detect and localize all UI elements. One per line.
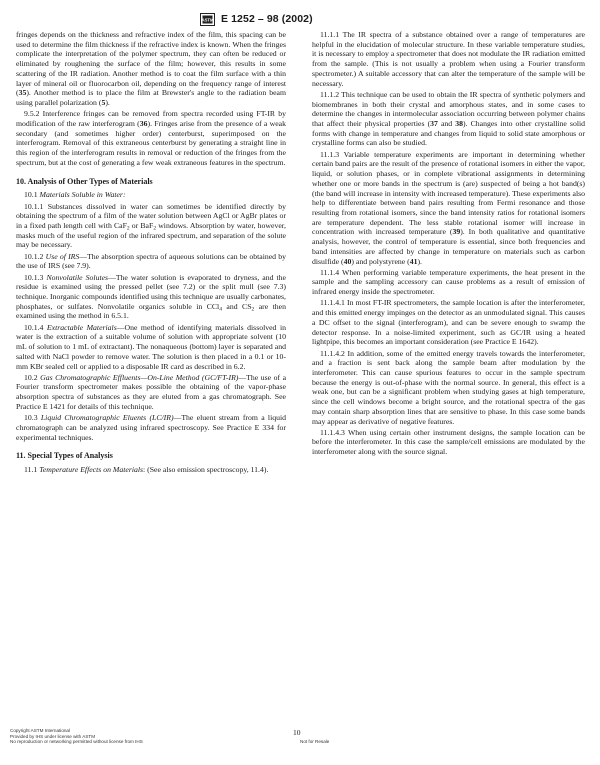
paragraph-11-1-4: 11.1.4 When performing variable temperature experiments, the heat present in the sample and the sampling accessory can cause problems as a result of emission of infrared energy inside the spectrometer. bbox=[312, 267, 585, 297]
copyright-line: Copyright ASTM International bbox=[10, 728, 71, 733]
copyright-notice bbox=[10, 728, 143, 745]
page-number: 10 bbox=[293, 728, 301, 737]
right-column bbox=[312, 30, 585, 458]
paragraph-10-3: 10.3 Liquid Chromatographic Eluents (LC/IR)—The eluent stream from a liquid chromatograph can be analyzed using infrared spectroscopy. See Practice E 334 for experimental techniques. bbox=[16, 413, 287, 442]
reproduction-line: No reproduction or networking permitted without license from IHS bbox=[10, 739, 143, 745]
paragraph-10-1-4: 10.1.4 Extractable Materials—One method of identifying materials dissolved in water is the extraction of a suitable volume of solution with appropriate solvent (10 mL of solution to 1 mL of extractant). The nonaqueous (bottom) layer is separated and salted with NaCl powder to remove water. The solution is then placed in a 0.1 or 10-mm KBr sealed cell or applied to a disposable IR card as described in 6.2. bbox=[16, 322, 286, 371]
section-heading-11: 11. Special Types of Analysis bbox=[16, 451, 113, 461]
license-line: Provided by IHS under license with ASTM bbox=[10, 733, 96, 739]
paragraph-10-1-3: 10.1.3 Nonvolatile Solutes—The water solution is evaporated to dryness, and the residue is examined using the pressed pellet (see 7.2) or the split mull (see 7.3) technique. Inorganic compounds identified using this technique are usually carbonates, phosphates, or sulfates. Nonvolatile organics soluble in CCl$_4$ and $CS_2$ are then examined using the method in 6.5.1. bbox=[16, 272, 287, 321]
paragraph-10-1-1: 10.1.1 Substances dissolved in water can sometimes be identified directly by obtaining the spectrum of a film of the water solution between AgCl or AgBr plates or in a fixed path length cell with CaF$_2$ or BaF$_2$ windows. Absorption by water, however, masks much of the useful region of the infrared spectrum, and separation of the solute may be necessary. bbox=[16, 201, 286, 250]
paragraph-11-1: 11.1 Temperature Effects on Materials: (See also emission spectroscopy, 11.4). bbox=[24, 464, 269, 474]
resale-notice: Not for Resale bbox=[300, 739, 330, 744]
svg-text:ASTM: ASTM bbox=[201, 17, 214, 23]
paragraph-11-1-4-2: 11.1.4.2 In addition, some of the emitted energy travels towards the interferometer, and a fraction is sent back along the sample beam after modulation by the interferometer. This can cause spurious features to occur in the sample spectrum because the energy is out-of-phase with the normal source. In general, this effect is a weak one, but can be a significant problem when studying gases at high temperature, since the cell windows become a bright source, and the rotational spectra of the gas may contain sharp absorption lines that are sensitive to phase. In this case some bands may appear as derivative of negative features. bbox=[312, 348, 585, 426]
page-header bbox=[0, 12, 600, 28]
paragraph-11-1-2: 11.1.2 This technique can be used to obtain the IR spectra of synthetic polymers and biomembranes in both their crystal and amorphous states, and in some cases to determine the changes in intermolecular association occurring between polymer chains that affect their physical properties (37 and 38). Changes into other crystalline solid forms with change in temperature and changes from liquid to solid state amorphous or crystalline forms can also be studied. bbox=[312, 89, 586, 148]
paragraph-11-1-3: 11.1.3 Variable temperature experiments are important in determining whether certain band pairs are the result of the presence of rotational isomers in either the vapor, liquid, or solution phases, or in complete vibrational assignments in determining whether one or more bands in the spectrum is (are) suspected of being a hot band(s) (the band will increase in intensity with increased temperature). These experiments also help to differentiate between band pairs resulting from Fermi resonance and those resulting from rotational isomers, since the band intensity ratios for rotational isomers are temperature dependent. The less stable rotational isomer will increase in concentration with increased temperature (39). In both qualitative and quantitative analysis, however, the control of temperature is essential, since both frequencies and band intensities are affected by change in temperature on materials such as carbon disulfide (40) and polystyrene (41). bbox=[312, 149, 585, 266]
left-column bbox=[16, 30, 286, 476]
paragraph-11-1-4-3: 11.1.4.3 When using certain other instrument designs, the sample location can be before the interferometer. In this case the sample/cell emissions are modulated by the interferometer along with the source signal. bbox=[312, 427, 585, 457]
section-heading-10: 10. Analysis of Other Types of Materials bbox=[16, 176, 153, 186]
astm-logo-icon bbox=[200, 13, 215, 26]
paragraph-11-1-4-1: 11.1.4.1 In most FT-IR spectrometers, the sample location is after the interferometer, and this emitted energy impinges on the detector as an unmodulated signal. This causes a DC offset to the signal (interferogram), and can be severe enough to swamp the detector response. In a noise-limited experiment, such as GC/IR using a heated lightpipe, this becomes an important consideration (see Practice E 1642). bbox=[312, 298, 585, 347]
paragraph-10-1-2: 10.1.2 Use of IRS—The absorption spectra of aqueous solutions can be obtained by the use of IRS (see 7.9). bbox=[16, 251, 287, 271]
paragraph-fringes-continued: fringes depends on the thickness and refractive index of the film, this spacing can be used to determine the film thickness if the refractive index is known. When the fringes complicate the interpretation of the polymer spectrum, they can often be reduced or eliminated by roughening the surface of the film; however, this results in some scattering of the IR radiation. Another method is to coat the film surface with a thin layer of mineral oil or fluorocarbon oil, depending on the frequency range of interest (35). Another method is to place the film at Brewster's angle to the radiation beam using parallel polarization (5). bbox=[16, 30, 286, 108]
paragraph-10-1: 10.1 Materials Soluble in Water: bbox=[24, 190, 126, 200]
document-designation: E 1252 – 98 (2002) bbox=[221, 13, 313, 25]
paragraph-9-5-2: 9.5.2 Interference fringes can be removed from spectra recorded using FT-IR by modification of the raw interferogram (36). Fringes arise from the presence of a weak secondary (and sometimes higher order) centerburst, superimposed on the interferogram. Removal of this extraneous centerburst by generating a straight line in this region of the interferogram results in removal or reduction of the fringes from the spectrum, but at the cost of generating a few weak extraneous features in the spectrum. bbox=[16, 109, 286, 167]
paragraph-11-1-1: 11.1.1 The IR spectra of a substance obtained over a range of temperatures are helpful in the elucidation of molecular structure. In these variable temperature studies, it is necessary to employ a spectrometer that does not modulate the IR radiation emitted from the sample. (This is not usually a problem when using a Fourier transform spectrometer.) A suitable accessory that can alter the temperature of the sample will be necessary. bbox=[312, 30, 585, 88]
paragraph-10-2: 10.2 Gas Chromatographic Effluents—On-Line Method (GC/FT-IR)—The use of a Fourier transform spectrometer makes possible the obtaining of the vapor-phase absorption spectra of substances as they are eluted from a gas chromatograph. See Practice E 1421 for details of this technique. bbox=[16, 372, 287, 411]
